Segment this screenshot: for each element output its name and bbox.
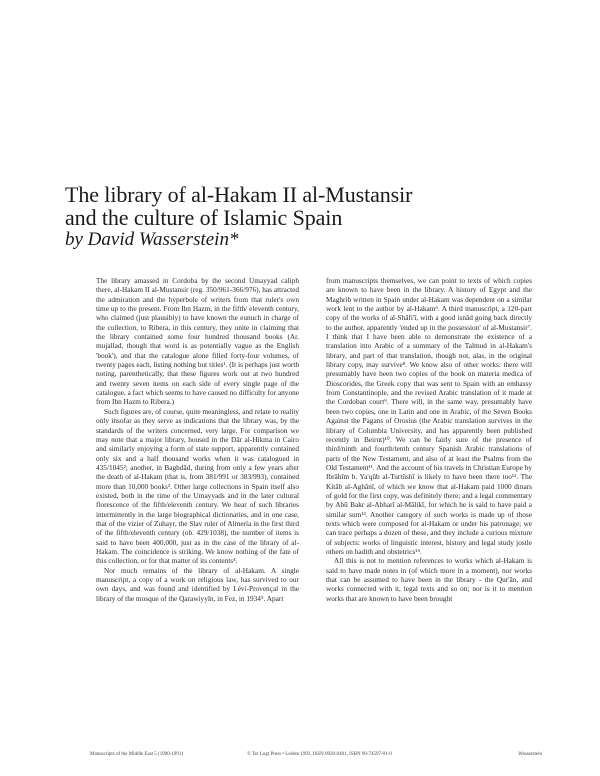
article-header bbox=[65, 183, 545, 251]
body-column-left bbox=[96, 276, 299, 603]
paragraph: from manuscripts themselves, we can point to texts of which copies are known to have been in the library. A history of Egypt and the Maghrib written in Spain under al-Hakam was dependent on a similar work lent to the author by al-Hakam⁶. A third manuscript, a 120-part copy of the works of al-Shāfi'ī, with a good isnād going back directly to the author, apparently 'ended up in the possession' of al-Mustansir⁷. I think that I have been able to demonstrate the existence of a translation into Arabic of a summary of the Talmud in al-Hakam's library, and part of that translation, though not, alas, in the original library copy, may survive⁸. We know also of other works: there will presumably have been two copies of the book on materia medica of Dioscorides, the Greek copy that was sent to Spain with an embassy from Constantinople, and the revised Arabic translation of it made at the Cordoban court⁹. There will, in the same way, presumably have been two copies, one in Latin and one in Arabic, of the Seven Books Against the Pagans of Orosius (the Arabic translation survives in the library of Columbia University, and has apparently been published recently in Beirut)¹⁰. We can be fairly sure of the presence of third/ninth and fourth/tenth century Spanish Arabic translations of parts of the New Testament, and also of at least the Psalms from the Old Testament¹¹. And the account of his travels in Christian Europe by Ibrāhīm b. Ya'qūb al-Turtūshī is likely to have been there too¹². The Kitāb al-Aghānī, of which we know that al-Hakam paid 1000 dinars of gold for the first copy, was definitely there; and a legal commentary by Abū Bakr al-Abharī al-Mālikī, for which he is said to have paid a similar sum¹³. Another category of such works is made up of those texts which were composed for al-Hakam or under his patronage; we can trace perhaps a dozen of these, and they include a curious mixture of subjects: works of linguistic interest, history and legal study jostle others on hadith and obstetrics¹⁴. bbox=[326, 276, 532, 556]
journal-citation: Manuscripts of the Middle East 5 (1990-1991) bbox=[90, 752, 184, 757]
article-title-line-2: and the culture of Islamic Spain bbox=[65, 205, 343, 230]
paragraph: The library amassed in Cordoba by the second Umayyad caliph there, al-Hakam II al-Mustansir (reg. 350/961-366/976), has attracted the admiration and the hyperbole of writers from that ruler's own time up to the present. From Ibn Hazm, in the fifth/ eleventh century, who claimed (just plausibly) to have known the eunuch in charge of the collection, to Ribera, in this century, they unite in claiming that the library contained some four hundred thousand books (Ar. mujallad, though that word is as potentially vague as the English 'book'), and that the catalogue alone filled forty-four volumes, of twenty pages each, listing nothing but titles¹. (It is perhaps just worth noting, parenthetically, that these figures work out at two hundred and twenty seven items on each side of every single page of the catalogue, a fact which seems to have caused no difficulty for anyone from Ibn Hazm to Ribera.) bbox=[96, 276, 299, 407]
body-column-right bbox=[326, 276, 532, 603]
paragraph: All this is not to mention references to works which al-Hakam is said to have made notes in (of which more in a moment), nor works that can be assumed to have been in the library - the Qur'ān, and works connected with it, legal texts and so on; nor is it to mention works that are known to have been brought bbox=[326, 556, 532, 603]
article-title-line-1: The library of al-Hakam II al-Mustansir bbox=[65, 182, 413, 207]
paragraph: Nor much remains of the library of al-Hakam. A single manuscript, a copy of a work on religious law, has survived to our own days, and was found and identified by Lévi-Provençal in the library of the mosque of the Qarawiyyīn, in Fez, in 1934⁵. Apart bbox=[96, 565, 299, 603]
paragraph: Such figures are, of course, quite meaningless, and relate to reality only insofar as they serve as indications that the library was, by the standards of the writers concerned, very large. For comparison we may note that a major library, housed in the Dār al-Hikma in Cairo and similarly enjoying a form of state support, apparently contained only six and a half thousand works when it was catalogued in 435/1045²; another, in Baghdād, during from only a few years after the death of al-Hakam (that is, from 381/991 or 383/993), contained more than 10,000 books³. Other large collections in Spain itself also existed, both in the time of the Umayyads and in the later cultural florescence of the fifth/eleventh century. We hear of such libraries intermittently in the large biographical dictionaries, and in one case, that of the vizier of Zuhayr, the Slav ruler of Almería in the first third of the fifth/eleventh century (ob. 429/1038), the number of items is said to have been 400,000, just as in the case of the library of al-Hakam. The coincidence is striking. We know nothing of the fate of this collection, or for that matter of its contents⁴. bbox=[96, 406, 299, 566]
author-byline: by David Wasserstein* bbox=[65, 229, 239, 250]
publisher-line: © Ter Lugt Press • Leiden 1993, ISSN 0920-0401, ISBN 90-74597-01-0 bbox=[247, 752, 392, 757]
running-author: Wasserstein bbox=[518, 752, 542, 757]
